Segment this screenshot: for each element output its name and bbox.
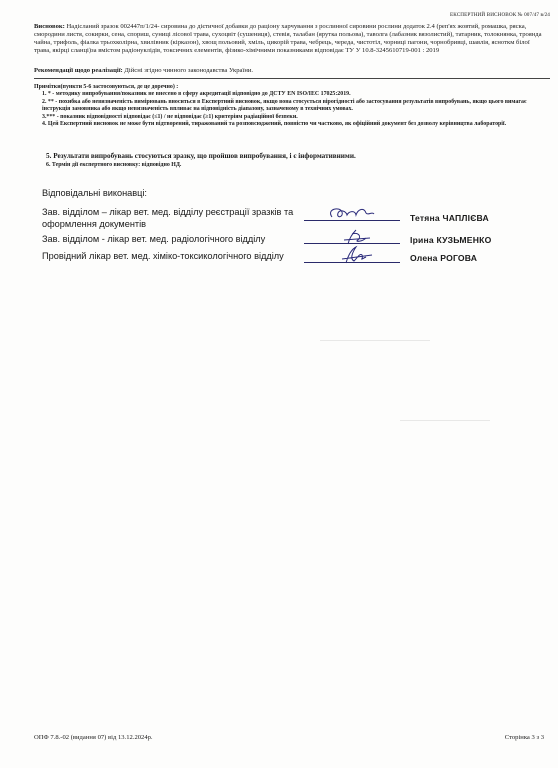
notes-block (34, 84, 544, 128)
note-item: 2. ** - похибка або невизначеність вимірювань вноситься в Експертний висновок, якщо вона стосується вірогідності або застосування результатів випробувань, якщо цього вимагає інструкція замовника або якщо невизначеність впливає на відповідність діапазону, зазначеному в технічних умовах. (42, 98, 527, 113)
position-line: Зав. відділом - лікар вет. мед. радіологічного відділу (42, 234, 266, 244)
responsible-title: Відповідальні виконавці: (42, 188, 147, 198)
document-reference: ЕКСПЕРТНИЙ ВИСНОВОК № 007/47 в/24 (450, 12, 550, 18)
signature-line (304, 262, 400, 263)
signature-chaplieva (300, 203, 402, 225)
recommendation-text: Дійсні згідно чинного законодавства України. (124, 67, 254, 74)
recommendation-block (34, 67, 546, 75)
position-line: Зав. відділом – лікар вет. мед. відділу реєстрації зразків та (42, 207, 294, 217)
note-item: 3.*** - показник відповідності відповідає (≤1) / не відповідає (≥1) критеріям радіаційної безпеки. (42, 113, 298, 120)
responsible-name: Тетяна ЧАПЛІЄВА (410, 213, 489, 223)
footer-page-number: Сторінка 3 з 3 (504, 734, 544, 741)
responsible-position (42, 251, 284, 263)
signature-line (304, 220, 400, 221)
note-item: 4. Цей Експертний висновок не може бути відтворений, тиражований та розповсюджений, повністю чи частково, як офіційний документ без дозволу керівництва лабораторії. (42, 121, 507, 128)
responsible-position (42, 234, 265, 246)
conclusion-text: Надісланий зразок 002447п/1/24- сировина до дієтичної добавки до раціону харчування з рослинної сировини рослини додаток 2.4 (реп'ях жовтий, ромашка, ряска, смородини листя, сокирки, сена, спориш, суниці лісової трава, сухоцвіт (сушениця), стевія, талабан (ярутка польова), таволга (лабазник вязолистий), татарник, толокнянка, троянда чайна, трифоль, фіалка трьохколірна, хвилівник (кірказон), хвощ польовий, хміль, цикорій трава, чебрець, череда, чистотіл, чорниці пагони, чорнобривці, шавлія, ясноткм білої трава, якірці сланці)за вмістом радіонуклідів, токсичних елементів, фізико-хімічними показниками відповідає ТУ У 10.8-3245610719-001 : 2019 (34, 23, 542, 55)
recommendation-label: Рекомендації щодо реалізації: (34, 67, 123, 74)
position-line: Провідний лікар вет. мед. хіміко-токсикологічного відділу (42, 251, 284, 261)
responsible-position (42, 207, 312, 230)
position-line: оформлення документів (42, 218, 147, 229)
responsible-name: Олена РОГОВА (410, 253, 478, 263)
signature-rohova (300, 243, 402, 267)
conclusion-block (34, 23, 546, 55)
conclusion-label: Висновок: (34, 23, 65, 30)
note-item: 1. * - методику випробування/показник не внесено в сферу акредитації відповідно до ДСТУ EN ISO/IEC 17025:2019. (42, 91, 351, 98)
show-through-mark (320, 340, 430, 341)
result-statement: 5. Результати випробувань стосуються зразку, що пройшов випробування, і є інформативними. (46, 152, 356, 160)
show-through-mark (400, 420, 490, 421)
term-statement: 6. Термін дії експертного висновку: відповідно НД. (46, 162, 182, 168)
divider (34, 78, 550, 79)
responsible-name: Ірина КУЗЬМЕНКО (410, 235, 492, 245)
notes-title: Примітки(пункти 5-6 застосовуються, де це доречно) : (34, 84, 179, 90)
footer-form-code: ОПФ 7.8.-02 (видання 07) від 13.12.2024р. (34, 734, 153, 741)
